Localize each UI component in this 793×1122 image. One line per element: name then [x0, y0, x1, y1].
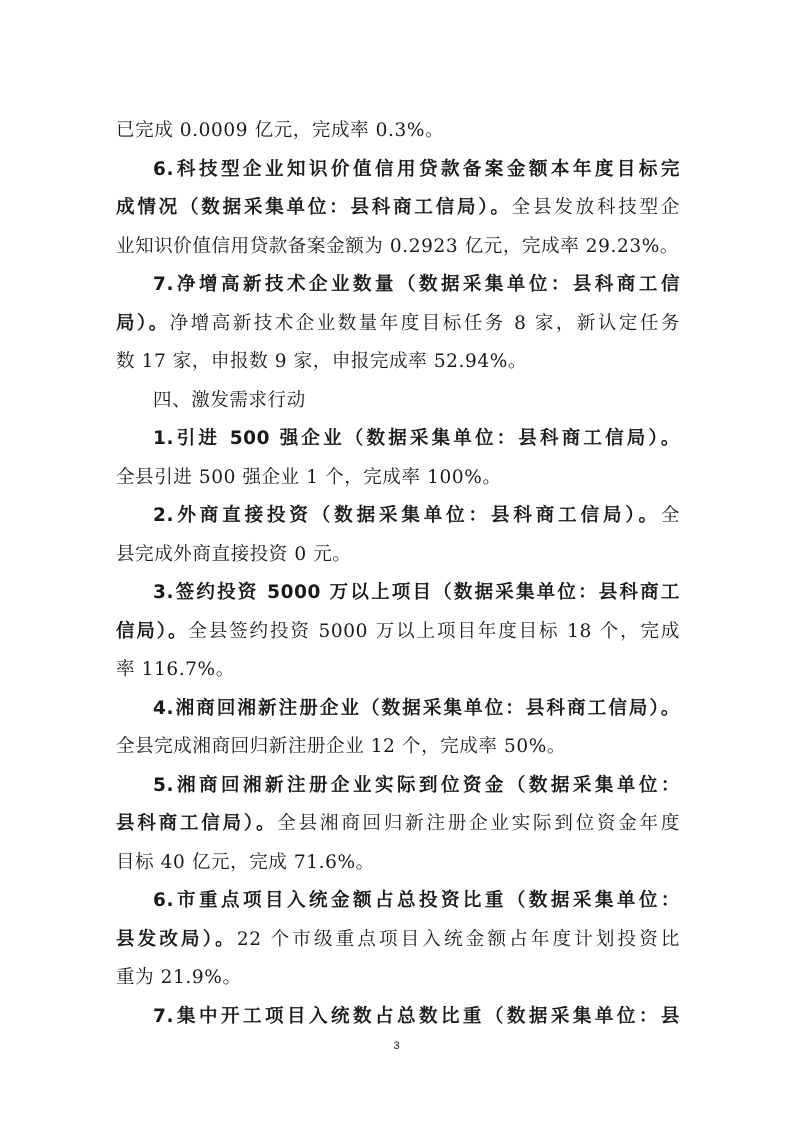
text-line: 业知识价值信用贷款备案金额为 0.2923 亿元，完成率 29.23%。 — [116, 235, 680, 257]
text-line: 成情况（数据采集单位：县科商工信局）。全县发放科技型企 — [116, 197, 680, 218]
text-line: 全县引进 500 强企业 1 个，完成率 100%。 — [116, 466, 502, 488]
text-line: 已完成 0.0009 亿元，完成率 0.3%。 — [116, 120, 445, 141]
text-line: 目标 40 亿元，完成 71.6%。 — [116, 851, 375, 873]
text-line: 县科商工信局）。全县湘商回归新注册企业实际到位资金年度 — [116, 813, 680, 834]
text-line: 县完成外商直接投资 0 元。 — [116, 543, 352, 565]
item-heading-line: 5.湘商回湘新注册企业实际到位资金（数据采集单位： — [153, 774, 680, 796]
text-line: 局）。净增高新技术企业数量年度目标任务 8 家，新认定任务 — [116, 312, 680, 334]
text-line: 全县完成湘商回归新注册企业 12 个，完成率 50%。 — [116, 736, 567, 757]
item-heading-line: 7.集中开工项目入统数占总数比重（数据采集单位：县 — [153, 1005, 680, 1027]
page-number: 3 — [393, 1040, 400, 1052]
section-heading: 四、激发需求行动 — [153, 389, 306, 411]
body-text — [116, 112, 680, 1036]
item-heading-line: 6.科技型企业知识价值信用贷款备案金额本年度目标完 — [153, 158, 680, 180]
item-heading-line: 1.引进 500 强企业（数据采集单位：县科商工信局）。 — [153, 428, 680, 449]
text-line: 信局）。全县签约投资 5000 万以上项目年度目标 18 个，完成 — [116, 620, 681, 642]
item-heading-line: 6.市重点项目入统金额占总投资比重（数据采集单位： — [153, 890, 680, 911]
text-line: 县发改局）。22 个市级重点项目入统金额占年度计划投资比 — [116, 928, 680, 950]
text-line: 率 116.7%。 — [116, 659, 235, 680]
item-heading-line: 4.湘商回湘新注册企业（数据采集单位：县科商工信局）。 — [153, 697, 680, 719]
item-heading-line: 2.外商直接投资（数据采集单位：县科商工信局）。全 — [153, 505, 680, 526]
text-line: 重为 21.9%。 — [116, 967, 242, 988]
text-line: 数 17 家，申报数 9 家，申报完成率 52.94%。 — [116, 351, 528, 372]
item-heading-line: 7.净增高新技术企业数量（数据采集单位：县科商工信 — [153, 274, 680, 295]
item-heading-line: 3.签约投资 5000 万以上项目（数据采集单位：县科商工 — [153, 582, 680, 603]
